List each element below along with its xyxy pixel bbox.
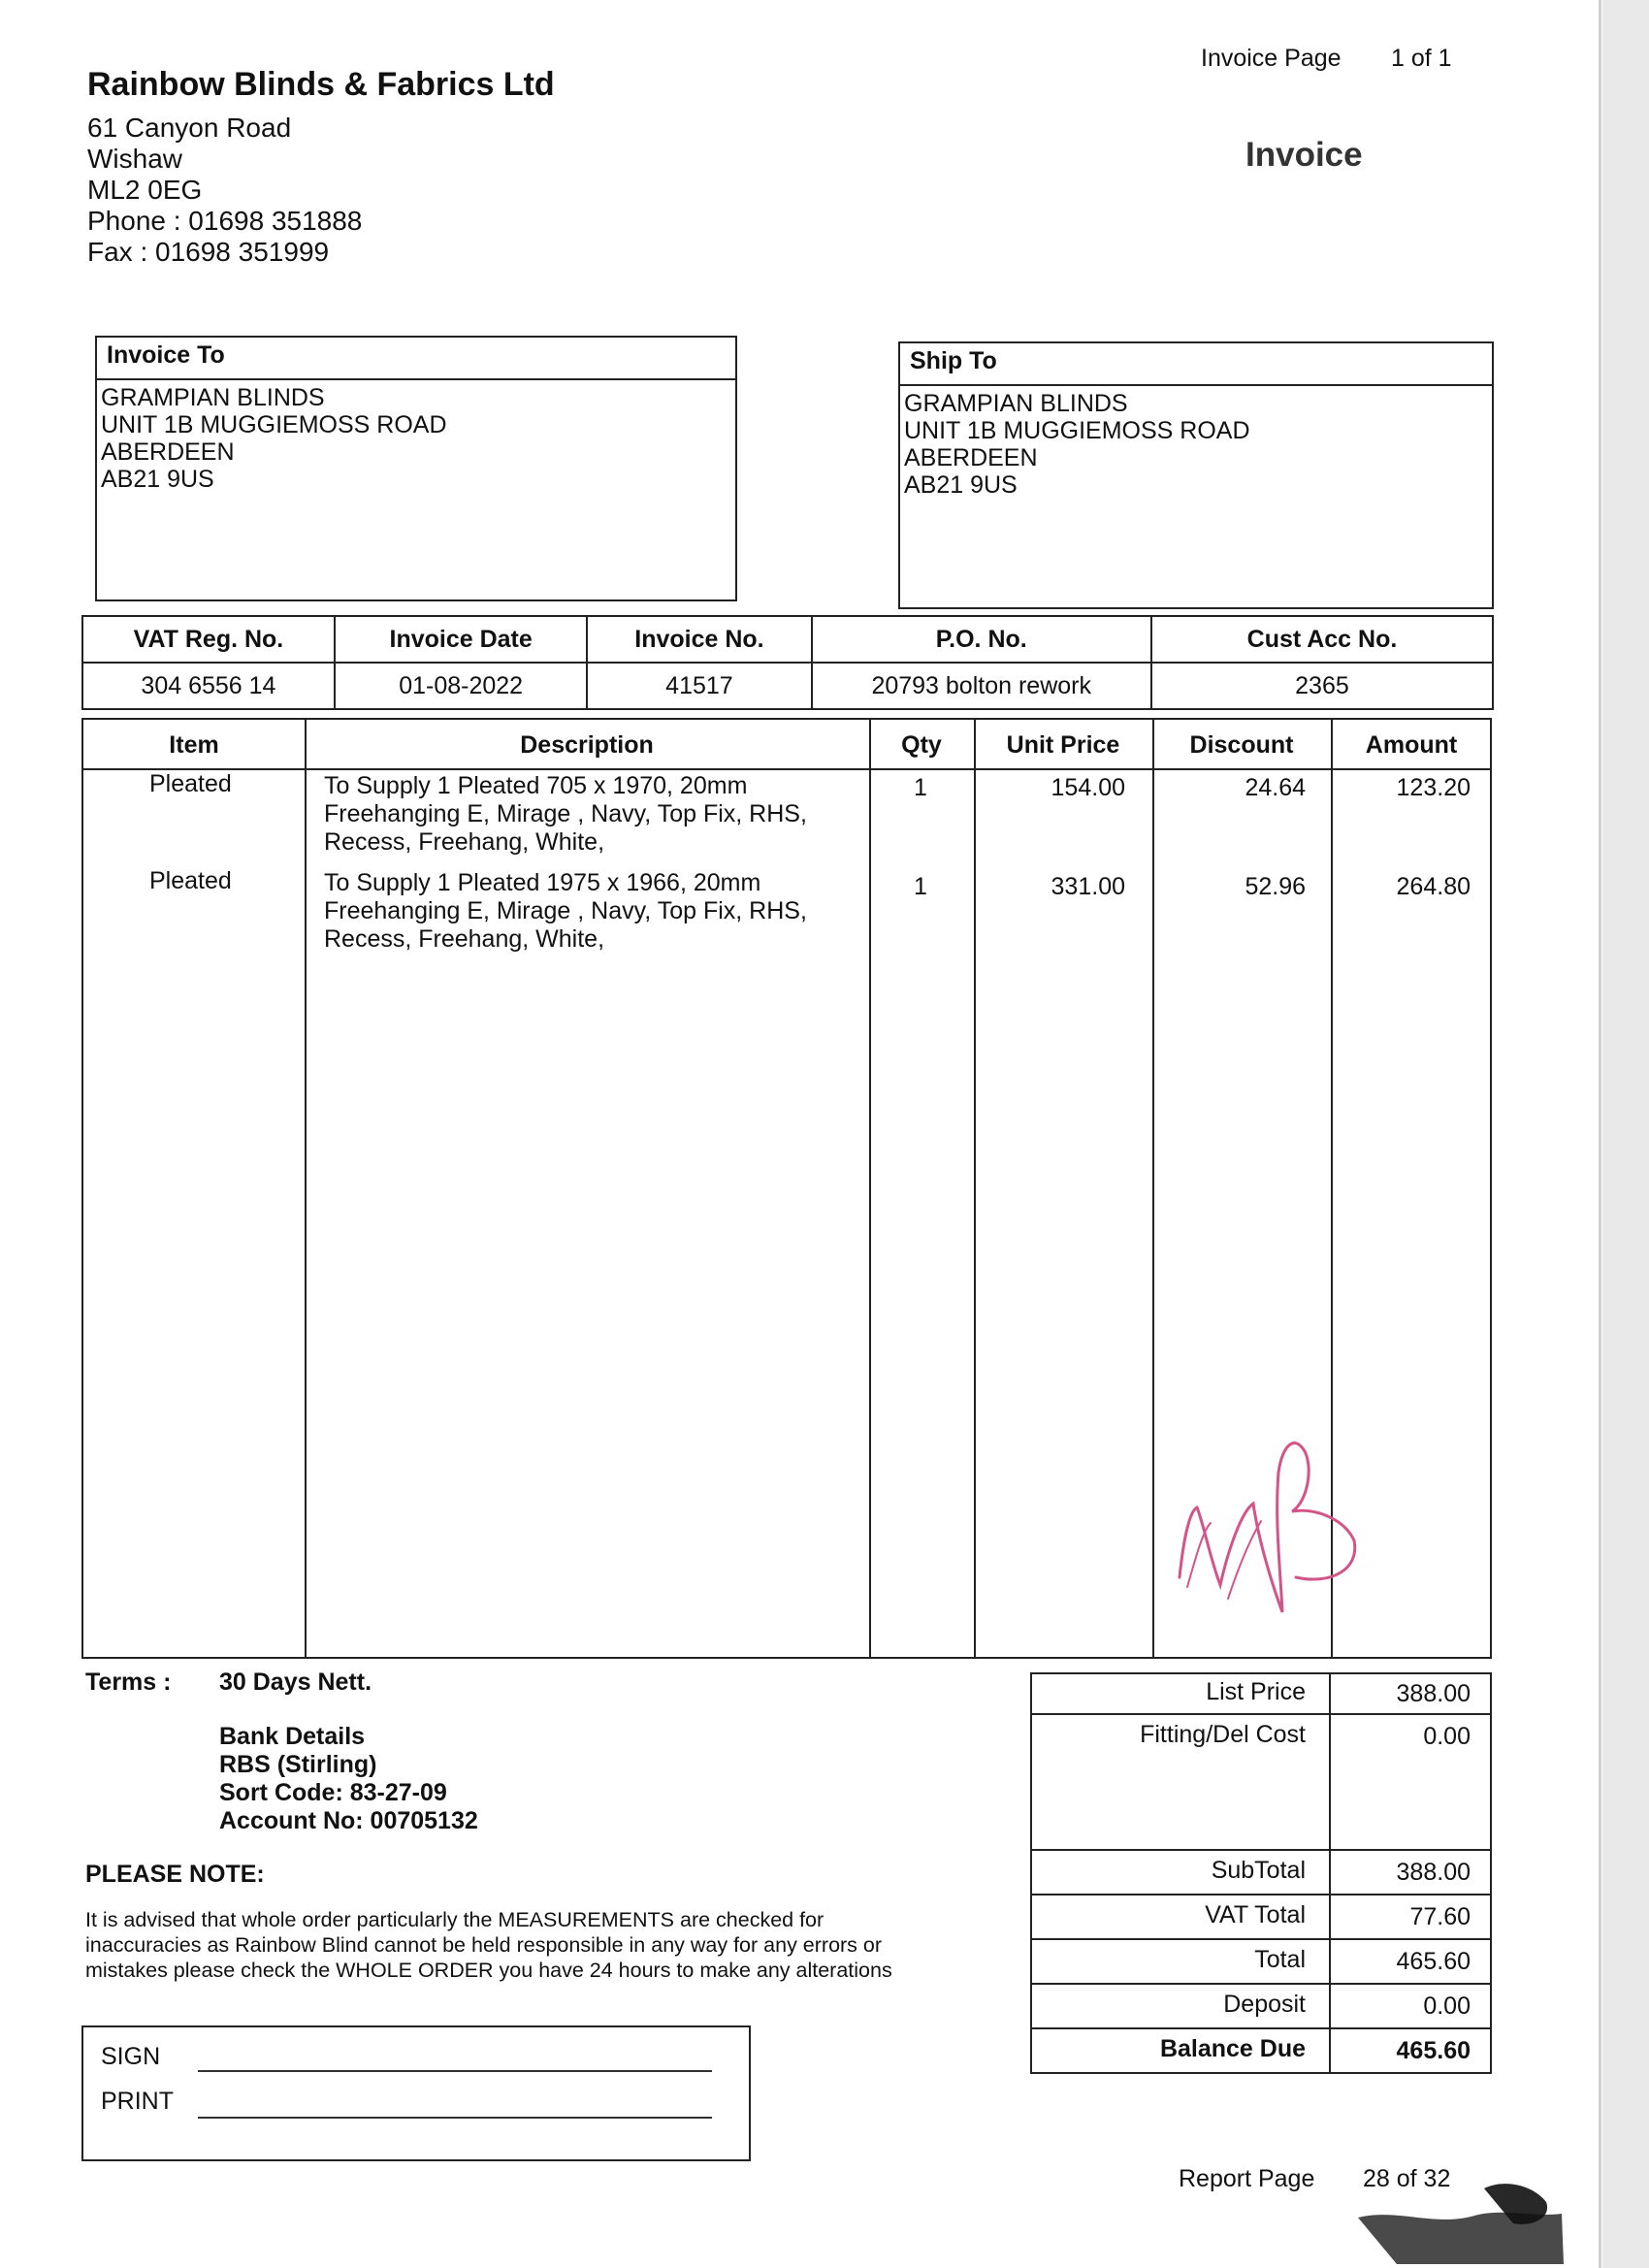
column-divider [305, 720, 307, 1657]
address-line: UNIT 1B MUGGIEMOSS ROAD [904, 417, 1250, 444]
sign-box [81, 2025, 751, 2161]
invoice-date-header: Invoice Date [335, 616, 588, 663]
fitting-value: 0.00 [1423, 1723, 1471, 1750]
address-line: AB21 9US [904, 471, 1018, 499]
ship-to-box [898, 341, 1494, 609]
bank-details [219, 1723, 478, 1835]
report-page-number: 28 of 32 [1363, 2165, 1451, 2192]
qty-header: Qty [901, 731, 942, 759]
reference-header-row [82, 616, 1493, 663]
sign-line[interactable] [198, 2070, 712, 2072]
subtotal-value: 388.00 [1396, 1859, 1471, 1886]
deposit-label: Deposit [1223, 1991, 1306, 2018]
unit-price-cell: 154.00 [1051, 774, 1125, 801]
company-name: Rainbow Blinds & Fabrics Ltd [87, 66, 555, 103]
vat-reg-value: 304 6556 14 [82, 663, 335, 709]
terms-value: 30 Days Nett. [219, 1669, 372, 1696]
items-table [81, 718, 1492, 1659]
column-divider [1152, 720, 1154, 1657]
total-label: Total [1254, 1946, 1306, 1973]
bank-name: RBS (Stirling) [219, 1751, 377, 1778]
qty-cell: 1 [914, 873, 927, 900]
amount-header: Amount [1365, 731, 1458, 759]
address-line: GRAMPIAN BLINDS [101, 384, 325, 411]
note-heading: PLEASE NOTE: [85, 1861, 265, 1888]
invoice-no-value: 41517 [587, 663, 811, 709]
invoice-to-box [95, 336, 737, 601]
scan-edge-line [1599, 0, 1601, 2268]
po-no-value: 20793 bolton rework [812, 663, 1151, 709]
totals-box [1030, 1672, 1492, 2074]
description-header: Description [520, 731, 654, 759]
row-divider [1032, 1849, 1490, 1851]
vat-reg-header: VAT Reg. No. [82, 616, 335, 663]
scan-edge [1602, 0, 1649, 2268]
print-label: PRINT [101, 2088, 174, 2115]
qty-cell: 1 [914, 774, 927, 801]
terms-label: Terms : [85, 1669, 172, 1696]
ship-to-address [900, 386, 1492, 502]
item-cell: Pleated [149, 867, 232, 894]
note-line: It is advised that whole order particularly the MEASUREMENTS are checked for [85, 1908, 824, 1931]
note-text [85, 1907, 997, 1983]
column-divider [869, 720, 871, 1657]
totals-divider [1329, 1674, 1331, 2072]
deposit-value: 0.00 [1423, 1993, 1471, 2020]
row-divider [1032, 1894, 1490, 1895]
invoice-page-number: 1 of 1 [1391, 45, 1452, 72]
scan-smudge [1339, 2169, 1571, 2266]
address-line: 61 Canyon Road [87, 113, 292, 143]
print-line[interactable] [198, 2117, 712, 2119]
total-value: 465.60 [1396, 1948, 1471, 1975]
discount-cell: 52.96 [1245, 873, 1306, 900]
po-no-header: P.O. No. [812, 616, 1151, 663]
invoice-title: Invoice [1245, 136, 1363, 174]
row-divider [1032, 2027, 1490, 2029]
description-cell [324, 869, 848, 954]
discount-header: Discount [1189, 731, 1294, 759]
sort-code: Sort Code: 83-27-09 [219, 1779, 447, 1806]
item-cell: Pleated [149, 770, 232, 797]
description-line: Freehanging E, Mirage , Navy, Top Fix, RHS, [324, 897, 807, 924]
address-line: ML2 0EG [87, 175, 203, 205]
address-line: UNIT 1B MUGGIEMOSS ROAD [101, 411, 447, 438]
list-price-value: 388.00 [1396, 1680, 1471, 1707]
description-line: Recess, Freehang, White, [324, 925, 605, 953]
address-line: ABERDEEN [904, 444, 1038, 471]
address-line: ABERDEEN [101, 438, 235, 466]
address-line: Wishaw [87, 144, 183, 174]
address-line: AB21 9US [101, 466, 214, 493]
amount-cell: 123.20 [1396, 774, 1471, 801]
row-divider [1032, 1938, 1490, 1940]
description-cell [324, 772, 848, 857]
column-divider [974, 720, 976, 1657]
row-divider [1032, 1713, 1490, 1715]
phone-line: Phone : 01698 351888 [87, 206, 363, 236]
reference-table [81, 615, 1494, 710]
address-line: GRAMPIAN BLINDS [904, 390, 1128, 417]
note-line: mistakes please check the WHOLE ORDER you have 24 hours to make any alterations [85, 1959, 892, 1982]
description-line: To Supply 1 Pleated 705 x 1970, 20mm [324, 772, 748, 799]
ship-to-label: Ship To [900, 343, 1492, 386]
unit-price-header: Unit Price [1006, 731, 1120, 759]
bank-heading: Bank Details [219, 1723, 366, 1750]
subtotal-label: SubTotal [1211, 1857, 1306, 1884]
description-line: Recess, Freehang, White, [324, 828, 605, 856]
row-divider [1032, 1983, 1490, 1985]
invoice-date-value: 01-08-2022 [335, 663, 588, 709]
description-line: Freehanging E, Mirage , Navy, Top Fix, RHS, [324, 800, 807, 827]
invoice-to-address [97, 380, 735, 497]
company-address [87, 113, 362, 268]
sign-label: SIGN [101, 2043, 161, 2070]
unit-price-cell: 331.00 [1051, 873, 1125, 900]
fitting-label: Fitting/Del Cost [1140, 1721, 1306, 1748]
invoice-page-label: Invoice Page [1201, 45, 1342, 72]
balance-due-value: 465.60 [1396, 2037, 1471, 2064]
handwritten-initials [1160, 1414, 1432, 1647]
reference-value-row [82, 663, 1493, 709]
item-header: Item [169, 731, 219, 759]
list-price-label: List Price [1206, 1678, 1306, 1705]
amount-cell: 264.80 [1396, 873, 1471, 900]
fax-line: Fax : 01698 351999 [87, 237, 330, 267]
invoice-no-header: Invoice No. [587, 616, 811, 663]
cust-acc-value: 2365 [1151, 663, 1493, 709]
description-line: To Supply 1 Pleated 1975 x 1966, 20mm [324, 869, 761, 896]
balance-due-label: Balance Due [1159, 2035, 1306, 2062]
invoice-to-label: Invoice To [97, 338, 735, 380]
vat-total-label: VAT Total [1205, 1901, 1306, 1928]
report-page-label: Report Page [1179, 2165, 1315, 2192]
discount-cell: 24.64 [1245, 774, 1306, 801]
cust-acc-header: Cust Acc No. [1151, 616, 1493, 663]
note-line: inaccuracies as Rainbow Blind cannot be held responsible in any way for any errors or [85, 1933, 883, 1957]
vat-total-value: 77.60 [1409, 1903, 1471, 1930]
account-number: Account No: 00705132 [219, 1807, 478, 1834]
